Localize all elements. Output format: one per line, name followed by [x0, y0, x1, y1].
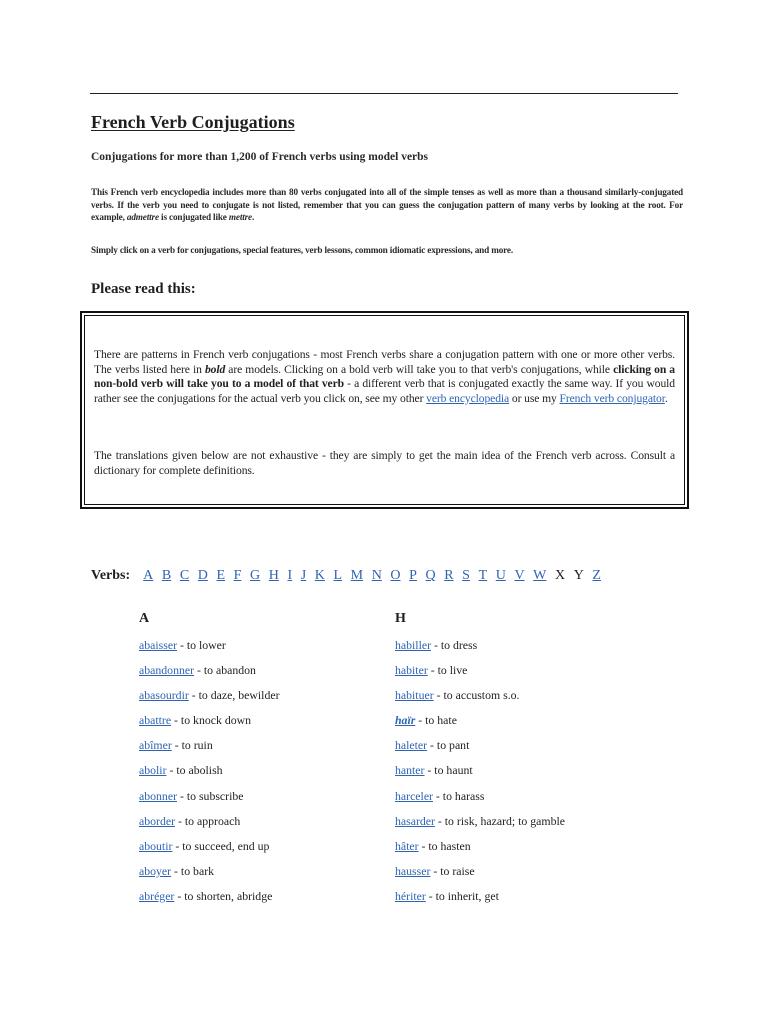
verb-entry	[395, 686, 655, 711]
verb-meaning: - to subscribe	[177, 788, 244, 803]
verb-entry	[139, 636, 399, 661]
verb-meaning: - to approach	[175, 813, 241, 828]
alphabet-letter-p[interactable]: P	[409, 568, 417, 583]
verb-meaning: - to inherit, get	[425, 888, 499, 903]
verb-entry	[395, 661, 655, 686]
verb-meaning: - to live	[427, 663, 468, 678]
verb-column-a	[139, 610, 399, 912]
verb-entry	[139, 787, 399, 812]
verb-entry	[139, 736, 399, 761]
notice-paragraph-patterns: There are patterns in French verb conjugations - most French verbs share a conjugation pattern with one or more other verbs. The verbs listed here in bold are models. Clicking on a bold verb will take you to that verb's conjugations, while clicking on a non-bold verb will take you to a model of that verb - a different verb that is conjugated exactly the same way. If you would rather see the conjugations for the actual verb you click on, see my other verb encyclopedia or use my French verb conjugator.	[94, 348, 676, 405]
alphabet-letter-d[interactable]: D	[197, 568, 208, 583]
alphabet-letter-x: X	[554, 568, 566, 583]
page-subtitle: Conjugations for more than 1,200 of French verbs using model verbs	[91, 151, 429, 163]
example-verb-admettre: admettre	[126, 212, 159, 223]
alphabet-letter-a[interactable]: A	[143, 568, 154, 583]
verb-link[interactable]: hausser	[395, 863, 431, 878]
verb-entry	[139, 686, 399, 711]
alphabet-letter-v[interactable]: V	[514, 568, 525, 583]
verb-entry	[395, 736, 655, 761]
verb-link[interactable]: abîmer	[139, 738, 172, 753]
verb-meaning: - to abolish	[166, 763, 223, 778]
verb-link[interactable]: hériter	[395, 888, 426, 903]
example-verb-mettre: mettre	[228, 212, 252, 223]
alphabet-letter-n[interactable]: N	[371, 568, 382, 583]
verb-link[interactable]: aborder	[139, 813, 176, 828]
verb-entry	[139, 761, 399, 786]
verb-entry	[395, 761, 655, 786]
verb-link[interactable]: harceler	[395, 788, 433, 803]
alphabet-letter-b[interactable]: B	[161, 568, 172, 583]
alphabet-letter-c[interactable]: C	[179, 568, 190, 583]
alphabet-letter-t[interactable]: T	[478, 568, 488, 583]
verb-entry	[139, 837, 399, 862]
alphabet-nav	[91, 568, 610, 584]
alphabet-letter-i[interactable]: I	[287, 568, 293, 583]
verb-entry	[139, 661, 399, 686]
verb-link[interactable]: haïr	[395, 713, 416, 728]
verb-link[interactable]: abaisser	[139, 638, 177, 652]
verb-link[interactable]: abonner	[139, 788, 177, 803]
please-read-heading: Please read this:	[91, 281, 196, 297]
alphabet-letter-k[interactable]: K	[314, 568, 325, 583]
verb-meaning: - to abandon	[194, 663, 256, 678]
verb-meaning: - to hasten	[418, 838, 471, 853]
verb-link[interactable]: abattre	[139, 713, 172, 728]
verb-link[interactable]: hâter	[395, 838, 419, 853]
verb-encyclopedia-link[interactable]: verb encyclopedia	[426, 391, 510, 405]
bold-word: bold	[204, 362, 226, 376]
verb-meaning: - to daze, bewilder	[188, 688, 280, 703]
alphabet-letter-e[interactable]: E	[216, 568, 226, 583]
alphabet-letter-w[interactable]: W	[533, 568, 547, 583]
alphabet-letters	[143, 568, 609, 584]
verb-link[interactable]: abréger	[139, 888, 175, 903]
non-bold-note: clicking on a non-bold verb will take you to a model of that verb	[94, 362, 676, 391]
verb-meaning: - to raise	[430, 863, 475, 878]
verb-meaning: - to dress	[431, 638, 478, 652]
verb-link[interactable]: aboutir	[139, 838, 173, 853]
verb-meaning: - to ruin	[171, 738, 213, 753]
verb-entry	[139, 887, 399, 912]
verb-meaning: - to succeed, end up	[172, 838, 270, 853]
alphabet-letter-m[interactable]: M	[350, 568, 364, 583]
alphabet-letter-j[interactable]: J	[300, 568, 307, 583]
verb-meaning: - to hate	[415, 713, 457, 728]
alphabet-letter-l[interactable]: L	[333, 568, 343, 583]
page-title: French Verb Conjugations	[91, 112, 295, 132]
column-heading: H	[395, 611, 406, 626]
verb-meaning: - to shorten, abridge	[174, 888, 273, 903]
alphabet-label: Verbs:	[91, 568, 131, 583]
verb-link[interactable]: habiller	[395, 638, 432, 652]
verb-meaning: - to accustom s.o.	[433, 688, 520, 703]
verb-entry	[395, 711, 655, 736]
notice-box	[80, 311, 689, 509]
verb-meaning: - to knock down	[171, 713, 252, 728]
top-rule	[90, 93, 678, 94]
notice-paragraph-translations: The translations given below are not exhaustive - they are simply to get the main idea of the French verb across. Consult a dictionary for complete definitions.	[94, 449, 675, 477]
verb-link[interactable]: habituer	[395, 688, 434, 703]
verb-meaning: - to harass	[432, 788, 485, 803]
verb-meaning: - to lower	[177, 638, 226, 652]
verb-link[interactable]: habiter	[395, 663, 428, 678]
verb-entry	[395, 837, 655, 862]
verb-link[interactable]: hanter	[395, 763, 425, 778]
alphabet-letter-g[interactable]: G	[250, 568, 261, 583]
alphabet-letter-h[interactable]: H	[268, 568, 279, 583]
notice-box-inner-border	[84, 315, 685, 505]
alphabet-letter-y: Y	[573, 568, 584, 583]
verb-meaning: - to bark	[171, 863, 215, 878]
verb-entry	[395, 887, 655, 912]
verb-column-h	[395, 610, 655, 912]
verb-entry	[139, 812, 399, 837]
verb-link[interactable]: abolir	[139, 763, 167, 778]
instructions-paragraph: Simply click on a verb for conjugations, special features, verb lessons, common idiomatic expressions, and more.	[91, 245, 513, 255]
alphabet-letter-z[interactable]: Z	[592, 568, 601, 583]
verb-entry	[139, 862, 399, 887]
verb-meaning: - to haunt	[424, 763, 473, 778]
verb-link[interactable]: aboyer	[139, 863, 172, 878]
verb-link[interactable]: haleter	[395, 738, 428, 753]
alphabet-letter-r[interactable]: R	[444, 568, 454, 583]
verb-meaning: - to risk, hazard; to gamble	[434, 813, 566, 828]
verb-entry	[395, 636, 655, 661]
alphabet-letter-f[interactable]: F	[233, 568, 242, 583]
verb-meaning: - to pant	[427, 738, 470, 753]
column-heading: A	[139, 611, 150, 626]
verb-link[interactable]: hasarder	[395, 813, 435, 828]
verb-conjugator-link[interactable]: French verb conjugator	[559, 391, 665, 405]
verb-link[interactable]: abasourdir	[139, 688, 189, 703]
intro-paragraph: This French verb encyclopedia includes more than 80 verbs conjugated into all of the simple tenses as well as more than a thousand similarly-conjugated verbs. If the verb you need to conjugate is not listed, remember that you can guess the conjugation pattern of many verbs by looking at the root. For example, admettre is conjugated like mettre.	[91, 187, 683, 223]
verb-entry	[139, 711, 399, 736]
verb-entry	[395, 812, 655, 837]
alphabet-letter-q[interactable]: Q	[425, 568, 436, 583]
verb-entry	[395, 862, 655, 887]
alphabet-letter-u[interactable]: U	[495, 568, 506, 583]
alphabet-letter-o[interactable]: O	[390, 568, 401, 583]
verb-entry	[395, 787, 655, 812]
verb-link[interactable]: abandonner	[139, 663, 195, 678]
alphabet-letter-s[interactable]: S	[462, 568, 470, 583]
